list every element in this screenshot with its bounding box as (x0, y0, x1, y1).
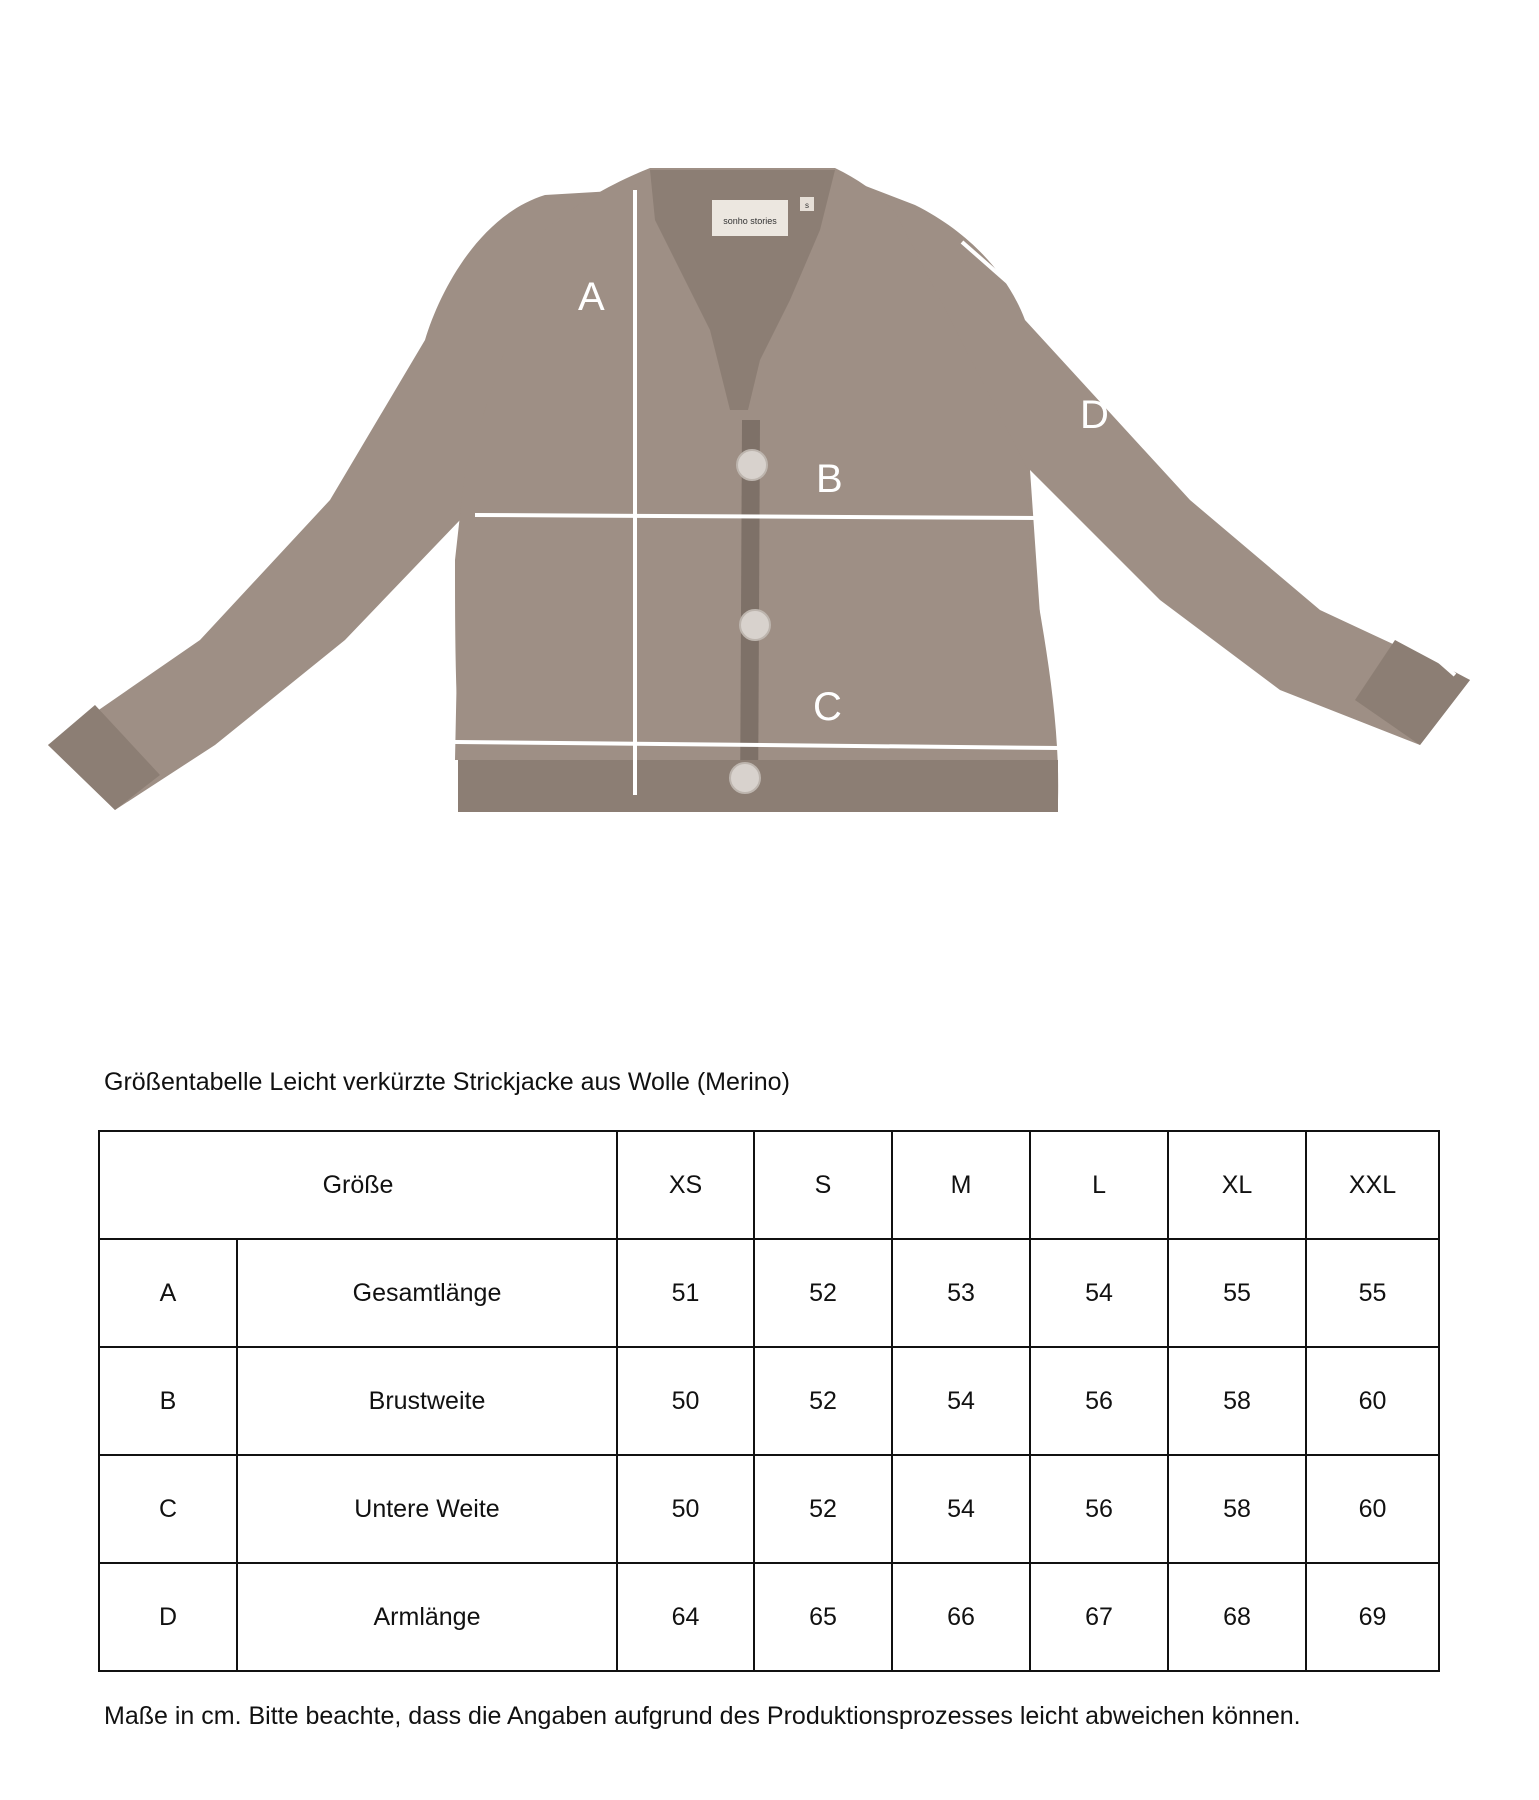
row-name: Gesamtlänge (237, 1239, 617, 1347)
header-size-label: Größe (99, 1131, 617, 1239)
table-cell: 58 (1168, 1455, 1306, 1563)
table-row (99, 1563, 1439, 1671)
row-name: Armlänge (237, 1563, 617, 1671)
table-cell: 53 (892, 1239, 1030, 1347)
table-cell: 54 (892, 1455, 1030, 1563)
table-cell: 55 (1168, 1239, 1306, 1347)
button-bottom (730, 763, 760, 793)
table-cell: 51 (617, 1239, 754, 1347)
table-cell: 67 (1030, 1563, 1168, 1671)
measure-label-c: C (813, 685, 842, 729)
row-code: C (99, 1455, 237, 1563)
table-cell: 54 (1030, 1239, 1168, 1347)
table-cell: 54 (892, 1347, 1030, 1455)
table-cell: 56 (1030, 1455, 1168, 1563)
table-cell: 66 (892, 1563, 1030, 1671)
table-cell: 52 (754, 1239, 892, 1347)
header-size-xxl: XXL (1306, 1131, 1439, 1239)
table-cell: 58 (1168, 1347, 1306, 1455)
row-name: Untere Weite (237, 1455, 617, 1563)
table-cell: 64 (617, 1563, 754, 1671)
table-cell: 56 (1030, 1347, 1168, 1455)
table-cell: 50 (617, 1347, 754, 1455)
table-header-row (99, 1131, 1439, 1239)
button-top (737, 450, 767, 480)
table-row (99, 1455, 1439, 1563)
header-size-l: L (1030, 1131, 1168, 1239)
table-cell: 60 (1306, 1347, 1439, 1455)
measure-label-d: D (1080, 393, 1109, 437)
row-name: Brustweite (237, 1347, 617, 1455)
brand-label-text: sonho stories (723, 216, 777, 226)
size-table (98, 1130, 1440, 1672)
measure-label-a: A (578, 275, 605, 319)
button-middle (740, 610, 770, 640)
row-code: B (99, 1347, 237, 1455)
table-cell: 65 (754, 1563, 892, 1671)
table-row (99, 1347, 1439, 1455)
header-size-xs: XS (617, 1131, 754, 1239)
measurement-footnote: Maße in cm. Bitte beachte, dass die Angaben aufgrund des Produktionsprozesses leicht abweichen können. (104, 1702, 1301, 1730)
row-code: D (99, 1563, 237, 1671)
table-cell: 68 (1168, 1563, 1306, 1671)
header-size-s: S (754, 1131, 892, 1239)
table-cell: 52 (754, 1455, 892, 1563)
table-cell: 50 (617, 1455, 754, 1563)
table-cell: 55 (1306, 1239, 1439, 1347)
table-row (99, 1239, 1439, 1347)
row-code: A (99, 1239, 237, 1347)
size-table-title: Größentabelle Leicht verkürzte Strickjacke aus Wolle (Merino) (104, 1068, 790, 1096)
table-cell: 52 (754, 1347, 892, 1455)
header-size-m: M (892, 1131, 1030, 1239)
measure-label-b: B (816, 457, 843, 501)
table-cell: 60 (1306, 1455, 1439, 1563)
header-size-xl: XL (1168, 1131, 1306, 1239)
table-cell: 69 (1306, 1563, 1439, 1671)
size-label-text: s (805, 201, 809, 210)
